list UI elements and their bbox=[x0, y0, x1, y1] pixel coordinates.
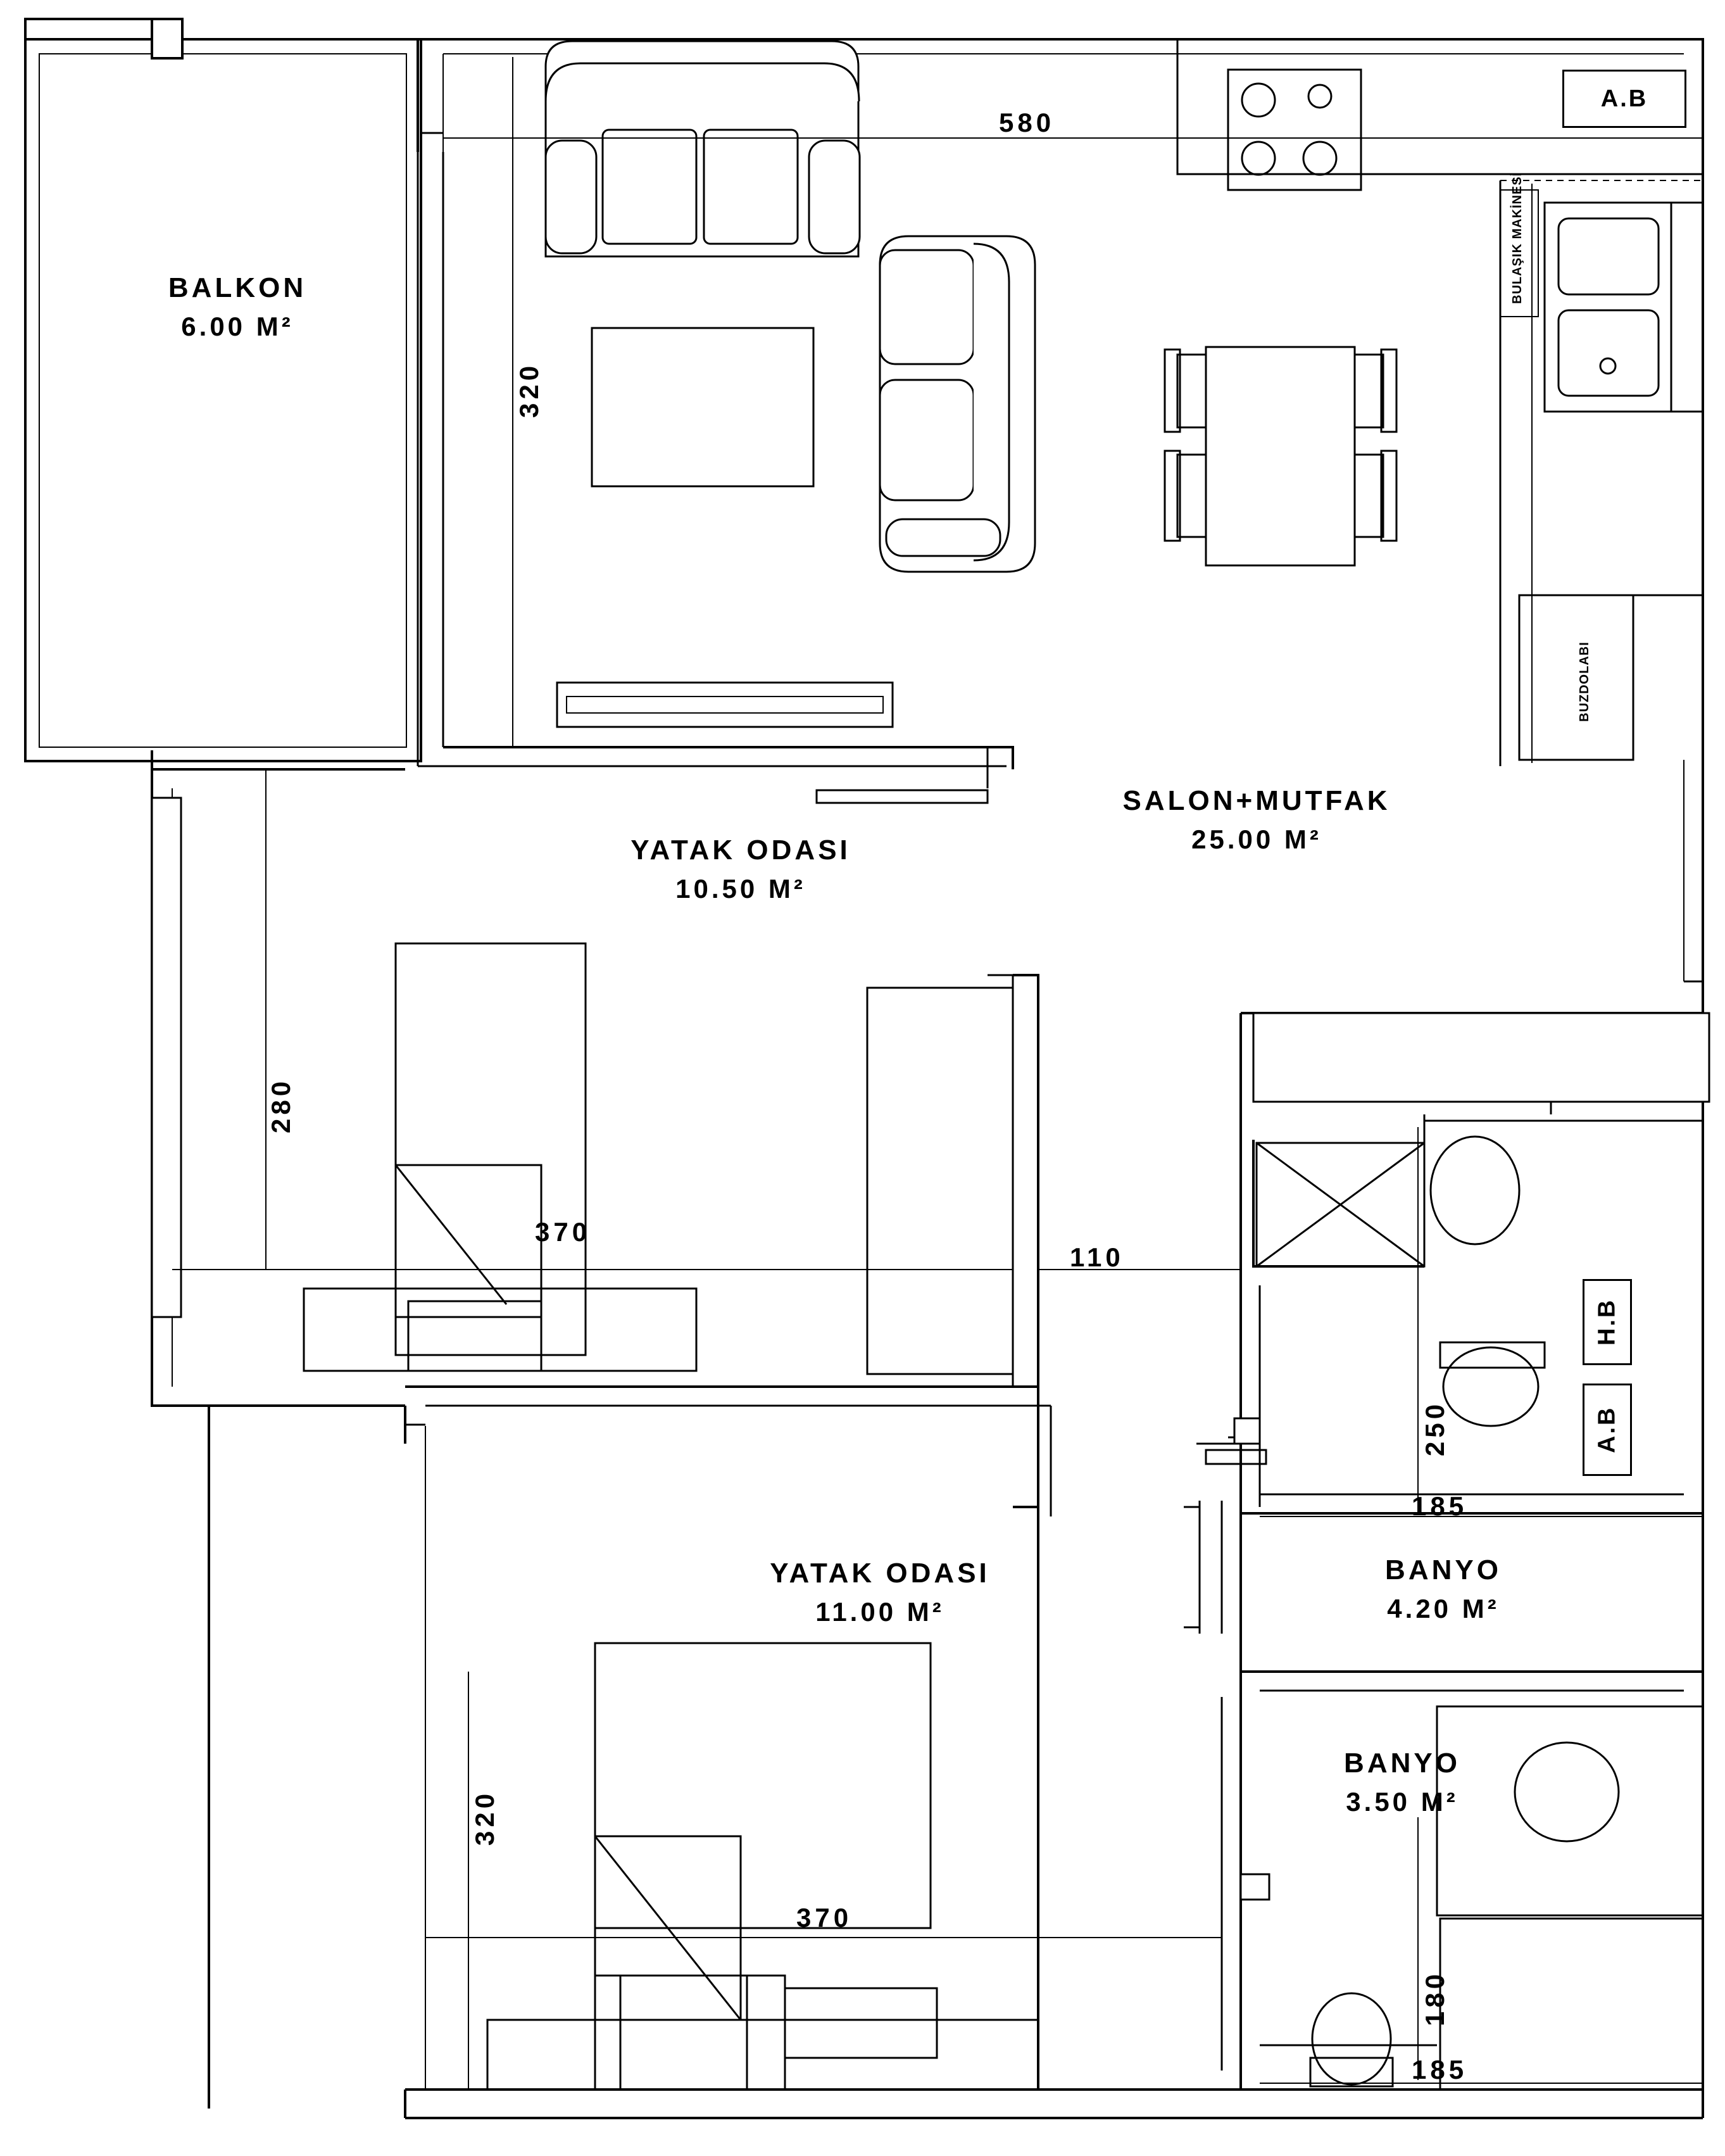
appliance-label-fridge: BUZDOLABI bbox=[1578, 641, 1591, 722]
dimension-250: 250 bbox=[1420, 1400, 1450, 1456]
dimension-185-banyo1: 185 bbox=[1412, 1491, 1468, 1521]
dimension-370-yatak1: 370 bbox=[535, 1217, 591, 1247]
dimension-110: 110 bbox=[1070, 1242, 1124, 1272]
room-label-yatak-odasi-1: YATAK ODASI bbox=[630, 835, 851, 866]
room-area-banyo-1: 4.20 M² bbox=[1387, 1594, 1500, 1623]
room-label-banyo-2: BANYO bbox=[1344, 1748, 1460, 1779]
room-area-banyo-2: 3.50 M² bbox=[1346, 1787, 1458, 1817]
dimension-370-yatak2: 370 bbox=[796, 1903, 853, 1932]
tag-ab-kitchen: A.B bbox=[1562, 70, 1686, 128]
tag-hb-bath: H.B bbox=[1583, 1279, 1632, 1365]
dimension-580: 580 bbox=[999, 108, 1055, 137]
appliance-label-dishwasher: BULAŞIK MAKİNESİ bbox=[1510, 172, 1524, 304]
room-area-yatak-odasi-2: 11.00 M² bbox=[815, 1597, 944, 1627]
dimension-180: 180 bbox=[1420, 1970, 1450, 2026]
room-area-salon: 25.00 M² bbox=[1191, 824, 1322, 854]
room-label-salon: SALON+MUTFAK bbox=[1122, 785, 1391, 816]
room-label-yatak-odasi-2: YATAK ODASI bbox=[770, 1558, 990, 1589]
room-area-yatak-odasi-1: 10.50 M² bbox=[675, 874, 806, 904]
tag-ab-bath: A.B bbox=[1583, 1384, 1632, 1476]
room-label-banyo-1: BANYO bbox=[1385, 1554, 1502, 1585]
dimension-320-yatak2: 320 bbox=[470, 1789, 499, 1846]
room-area-balkon: 6.00 M² bbox=[181, 312, 294, 341]
dimension-320-salon: 320 bbox=[514, 362, 544, 418]
dimension-185-banyo2: 185 bbox=[1412, 2055, 1468, 2084]
dimension-280: 280 bbox=[266, 1077, 296, 1133]
room-label-balkon: BALKON bbox=[168, 272, 307, 303]
